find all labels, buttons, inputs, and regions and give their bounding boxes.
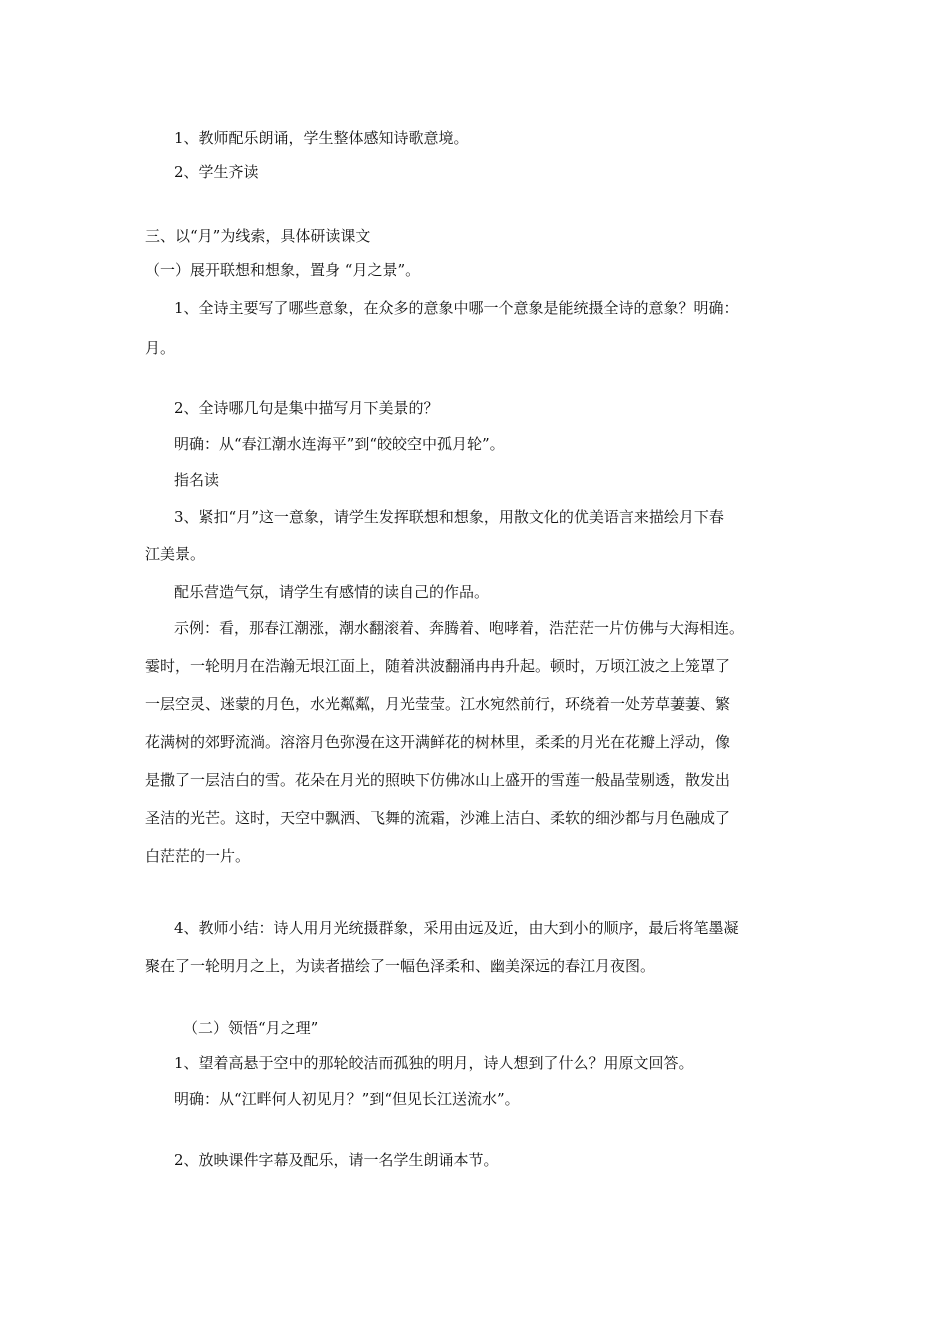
- text-line: 示例：看，那春江潮涨，潮水翻滚着、奔腾着、咆哮着，浩茫茫一片仿佛与大海相连。: [174, 619, 745, 637]
- text-line: 白茫茫的一片。: [145, 847, 251, 865]
- text-line: 配乐营造气氛，请学生有感情的读自己的作品。: [174, 583, 490, 601]
- text-line: 圣洁的光芒。这时，天空中飘洒、飞舞的流霜，沙滩上洁白、柔软的细沙都与月色融成了: [145, 809, 731, 827]
- text-line: 明确：从“江畔何人初见月？”到“但见长江送流水”。: [174, 1090, 520, 1108]
- text-line: 3、紧扣“月”这一意象，请学生发挥联想和想象，用散文化的优美语言来描绘月下春: [174, 508, 724, 526]
- subsection-heading: （一）展开联想和想象，置身 “月之景”。: [145, 261, 421, 279]
- subsection-heading: （二）领悟“月之理”: [183, 1019, 319, 1037]
- text-line: 1、教师配乐朗诵，学生整体感知诗歌意境。: [174, 129, 469, 147]
- text-line: 2、全诗哪几句是集中描写月下美景的？: [174, 399, 439, 417]
- text-line: 一层空灵、迷蒙的月色，水光粼粼，月光莹莹。江水宛然前行，环绕着一处芳草萋萋、繁: [145, 695, 731, 713]
- text-line: 霎时，一轮明月在浩瀚无垠江面上，随着洪波翻涌冉冉升起。顿时，万顷江波之上笼罩了: [145, 657, 731, 675]
- text-line: 4、教师小结：诗人用月光统摄群象，采用由远及近，由大到小的顺序，最后将笔墨凝: [174, 919, 739, 937]
- text-line: 明确：从“春江潮水连海平”到“皎皎空中孤月轮”。: [174, 435, 505, 453]
- text-line: 1、全诗主要写了哪些意象，在众多的意象中哪一个意象是能统摄全诗的意象？明确：: [174, 299, 739, 317]
- text-line: 花满树的郊野流淌。溶溶月色弥漫在这开满鲜花的树林里，柔柔的月光在花瓣上浮动，像: [145, 733, 731, 751]
- text-line: 江美景。: [145, 545, 206, 563]
- text-line: 指名读: [174, 471, 220, 489]
- text-line: 是撒了一层洁白的雪。花朵在月光的照映下仿佛冰山上盛开的雪莲一般晶莹剔透，散发出: [145, 771, 731, 789]
- text-line: 2、学生齐读: [174, 163, 259, 181]
- section-heading: 三、以“月”为线索，具体研读课文: [145, 227, 371, 245]
- text-line: 1、望着高悬于空中的那轮皎洁而孤独的明月，诗人想到了什么？用原文回答。: [174, 1054, 694, 1072]
- text-line: 2、放映课件字幕及配乐，请一名学生朗诵本节。: [174, 1151, 499, 1169]
- text-line: 月。: [145, 339, 176, 357]
- text-line: 聚在了一轮明月之上，为读者描绘了一幅色泽柔和、幽美深远的春江月夜图。: [145, 957, 656, 975]
